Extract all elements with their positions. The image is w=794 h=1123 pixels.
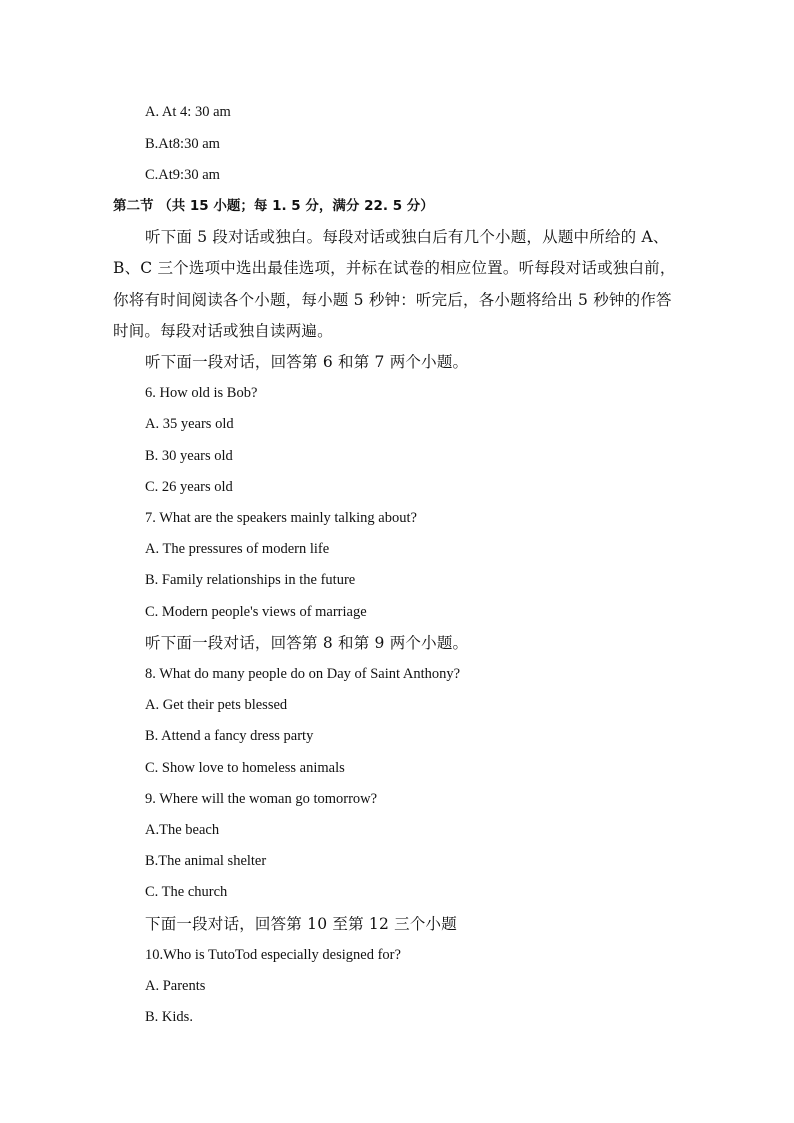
option-q10-a: A. Parents bbox=[145, 978, 206, 994]
option-q5-c: C.At9:30 am bbox=[145, 167, 220, 183]
group-intro-q10-q12: 下面一段对话，回答第 10 至第 12 三个小题 bbox=[145, 915, 457, 933]
option-q10-b: B. Kids. bbox=[145, 1009, 193, 1025]
option-q9-b: B.The animal shelter bbox=[145, 853, 267, 869]
question-9: 9. Where will the woman go tomorrow? bbox=[145, 791, 378, 807]
question-10: 10.Who is TutoTod especially designed for? bbox=[145, 947, 401, 963]
option-q6-b: B. 30 years old bbox=[145, 448, 233, 464]
option-q8-b: B. Attend a fancy dress party bbox=[145, 728, 314, 744]
option-q5-a: A. At 4: 30 am bbox=[145, 104, 231, 120]
option-q6-c: C. 26 years old bbox=[145, 479, 233, 495]
group-intro-q6-q7: 听下面一段对话，回答第 6 和第 7 两个小题。 bbox=[145, 353, 469, 371]
section-heading: 第二节 （共 15 小题；每 1. 5 分，满分 22. 5 分） bbox=[113, 198, 434, 214]
instruction-line-3: 你将有时间阅读各个小题，每小题 5 秒钟：听完后，各小题将给出 5 秒钟的作答 bbox=[113, 291, 672, 309]
question-7: 7. What are the speakers mainly talking about? bbox=[145, 510, 417, 526]
instruction-line-2: B、C 三个选项中选出最佳选项，并标在试卷的相应位置。听每段对话或独白前， bbox=[113, 259, 676, 277]
option-q5-b: B.At8:30 am bbox=[145, 136, 220, 152]
option-q8-c: C. Show love to homeless animals bbox=[145, 760, 345, 776]
option-q7-c: C. Modern people's views of marriage bbox=[145, 604, 367, 620]
option-q7-a: A. The pressures of modern life bbox=[145, 541, 330, 557]
option-q8-a: A. Get their pets blessed bbox=[145, 697, 288, 713]
option-q9-a: A.The beach bbox=[145, 822, 220, 838]
option-q9-c: C. The church bbox=[145, 884, 228, 900]
question-6: 6. How old is Bob? bbox=[145, 385, 258, 401]
option-q6-a: A. 35 years old bbox=[145, 416, 234, 432]
question-8: 8. What do many people do on Day of Saint Anthony? bbox=[145, 666, 461, 682]
option-q7-b: B. Family relationships in the future bbox=[145, 572, 356, 588]
instruction-line-1: 听下面 5 段对话或独白。每段对话或独白后有几个小题，从题中所给的 A、 bbox=[145, 228, 669, 246]
instruction-line-4: 时间。每段对话或独自读两遍。 bbox=[113, 322, 333, 340]
group-intro-q8-q9: 听下面一段对话，回答第 8 和第 9 两个小题。 bbox=[145, 634, 469, 652]
